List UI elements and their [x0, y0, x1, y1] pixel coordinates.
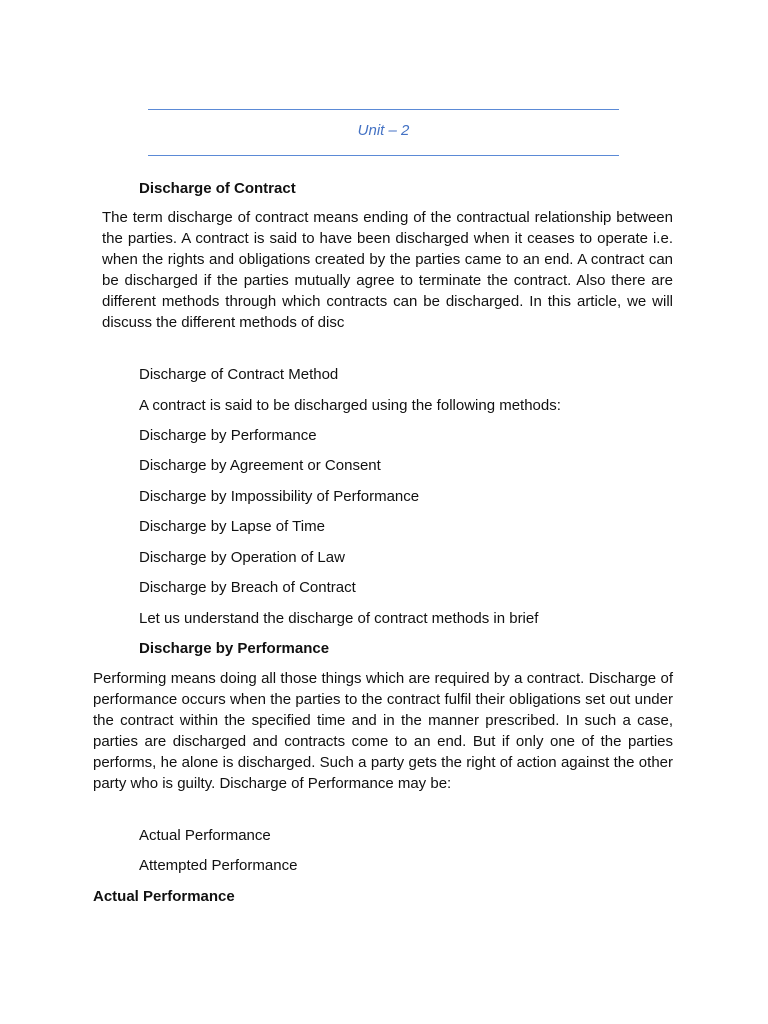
methods-intro: A contract is said to be discharged using the following methods: [139, 397, 561, 414]
methods-heading: Discharge of Contract Method [139, 366, 339, 383]
performance-paragraph: Performing means doing all those things which are required by a contract. Discharge of performance occurs when the parties to the contract fulfil their obligations set out under the contract within the specified time and in the manner prescribed. In such a case, parties are discharged and contracts come to an end. But if only one of the parties performs, he alone is discharged. Such a party gets the right of action against the other party who is guilty. Discharge of Performance may be: [93, 670, 673, 792]
method-item: Discharge by Lapse of Time [139, 518, 325, 535]
method-item: Discharge by Impossibility of Performance [139, 488, 420, 505]
header-rule-top [148, 109, 619, 110]
unit-label: Unit – 2 [357, 122, 410, 139]
performance-type-item: Attempted Performance [139, 857, 298, 874]
header-rule-bottom [148, 155, 619, 156]
section-heading-discharge-by-performance: Discharge by Performance [139, 640, 330, 657]
performance-type-item: Actual Performance [139, 827, 271, 844]
section-heading-discharge-of-contract: Discharge of Contract [139, 180, 296, 197]
section-heading-actual-performance: Actual Performance [93, 888, 235, 905]
method-item: Discharge by Performance [139, 427, 317, 444]
method-item: Discharge by Breach of Contract [139, 579, 356, 596]
method-item: Discharge by Agreement or Consent [139, 457, 381, 474]
method-item: Discharge by Operation of Law [139, 549, 345, 566]
intro-paragraph: The term discharge of contract means ending of the contractual relationship between the parties. A contract is said to have been discharged when it ceases to operate i.e. when the rights and obligations created by the parties came to an end. A contract can be discharged if the parties mutually agree to terminate the contract. Also there are different methods through which contracts can be discharged. In this article, we will discuss the different methods of disc [102, 209, 673, 331]
methods-outro: Let us understand the discharge of contract methods in brief [139, 610, 539, 627]
